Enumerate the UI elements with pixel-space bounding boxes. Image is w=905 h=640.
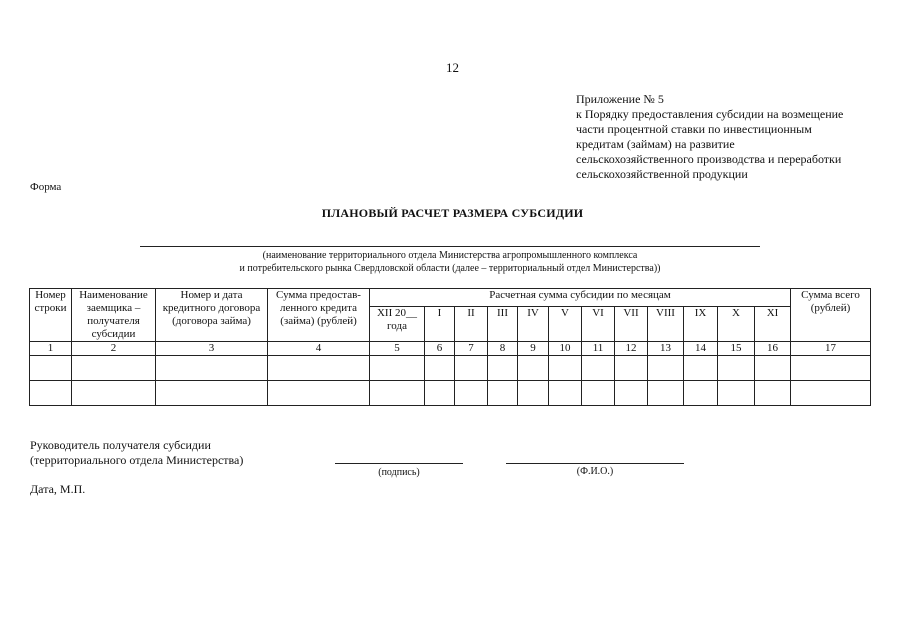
appendix-line: кредитам (займам) на развитие (576, 137, 735, 151)
signature-caption: (подпись) (378, 467, 420, 478)
table-cell[interactable] (684, 381, 718, 406)
header-month: I (425, 307, 455, 342)
header-borrower: Наименование заемщика – получателя субсидии (72, 289, 156, 342)
table-cell[interactable] (518, 356, 549, 381)
form-label: Форма (30, 181, 62, 193)
column-number: 9 (518, 342, 549, 356)
table-cell[interactable] (425, 381, 455, 406)
header-loan-sum: Сумма предостав-ленного кредита (займа) (рублей) (268, 289, 370, 342)
header-month: IV (518, 307, 549, 342)
column-number: 4 (268, 342, 370, 356)
table-cell[interactable] (684, 356, 718, 381)
table-cell[interactable] (156, 356, 268, 381)
column-number: 2 (72, 342, 156, 356)
header-total: Сумма всего (рублей) (791, 289, 871, 342)
table-row (30, 381, 871, 406)
table-cell[interactable] (615, 356, 648, 381)
column-number: 13 (648, 342, 684, 356)
table-cell[interactable] (549, 356, 582, 381)
header-monthly-group: Расчетная сумма субсидии по месяцам (370, 289, 791, 307)
table-cell[interactable] (791, 356, 871, 381)
table-cell[interactable] (718, 356, 755, 381)
caption-line: и потребительского рынка Свердловской области (далее – территориальный отдел Министерства)) (239, 263, 661, 274)
table-row (30, 356, 871, 381)
column-number-row (30, 342, 871, 356)
table-cell[interactable] (648, 381, 684, 406)
table-cell[interactable] (488, 356, 518, 381)
table-cell[interactable] (370, 381, 425, 406)
table-cell[interactable] (518, 381, 549, 406)
column-number: 10 (549, 342, 582, 356)
appendix-line: Приложение № 5 (576, 92, 664, 106)
appendix-line: части процентной ставки по инвестиционным (576, 122, 812, 136)
date-stamp-label: Дата, М.П. (30, 482, 86, 496)
column-number: 12 (615, 342, 648, 356)
appendix-reference (576, 92, 896, 182)
header-month: IX (684, 307, 718, 342)
signatory-label (30, 438, 243, 468)
appendix-line: к Порядку предоставления субсидии на возмещение (576, 107, 844, 121)
signature-line (335, 463, 463, 464)
header-row-number: Номер строки (30, 289, 72, 342)
table-cell[interactable] (582, 381, 615, 406)
appendix-line: сельскохозяйственной продукции (576, 167, 748, 181)
table-cell[interactable] (718, 381, 755, 406)
department-name-caption (140, 249, 760, 275)
header-month: VIII (648, 307, 684, 342)
table-cell[interactable] (755, 356, 791, 381)
column-number: 11 (582, 342, 615, 356)
table-cell[interactable] (425, 356, 455, 381)
header-month: III (488, 307, 518, 342)
header-month: II (455, 307, 488, 342)
table-cell[interactable] (755, 381, 791, 406)
column-number: 15 (718, 342, 755, 356)
table-cell[interactable] (455, 381, 488, 406)
table-cell[interactable] (455, 356, 488, 381)
table-cell[interactable] (582, 356, 615, 381)
column-number: 1 (30, 342, 72, 356)
table-cell[interactable] (648, 356, 684, 381)
signatory-line: Руководитель получателя субсидии (30, 438, 211, 452)
table-cell[interactable] (72, 356, 156, 381)
header-month: XII 20__ года (370, 307, 425, 342)
signatory-line: (территориального отдела Министерства) (30, 453, 244, 467)
header-month: VII (615, 307, 648, 342)
column-number: 6 (425, 342, 455, 356)
table-cell[interactable] (156, 381, 268, 406)
column-number: 8 (488, 342, 518, 356)
table-cell[interactable] (72, 381, 156, 406)
header-contract: Номер и дата кредитного договора (договора займа) (156, 289, 268, 342)
full-name-caption: (Ф.И.О.) (576, 466, 614, 477)
column-number: 17 (791, 342, 871, 356)
header-month: V (549, 307, 582, 342)
full-name-line (506, 463, 684, 464)
table-cell[interactable] (268, 381, 370, 406)
column-number: 7 (455, 342, 488, 356)
header-month: XI (755, 307, 791, 342)
table-cell[interactable] (791, 381, 871, 406)
column-number: 5 (370, 342, 425, 356)
appendix-line: сельскохозяйственного производства и переработки (576, 152, 842, 166)
table-cell[interactable] (615, 381, 648, 406)
table-cell[interactable] (488, 381, 518, 406)
page-number: 12 (446, 60, 459, 75)
column-number: 14 (684, 342, 718, 356)
header-month: X (718, 307, 755, 342)
header-month: VI (582, 307, 615, 342)
table-cell[interactable] (30, 356, 72, 381)
department-name-line (140, 246, 760, 247)
document-title: ПЛАНОВЫЙ РАСЧЕТ РАЗМЕРА СУБСИДИИ (321, 206, 584, 220)
caption-line: (наименование территориального отдела Министерства агропромышленного комплекса (262, 250, 638, 261)
table-cell[interactable] (549, 381, 582, 406)
column-number: 3 (156, 342, 268, 356)
column-number: 16 (755, 342, 791, 356)
table-cell[interactable] (370, 356, 425, 381)
table-cell[interactable] (268, 356, 370, 381)
subsidy-table (29, 288, 871, 406)
table-cell[interactable] (30, 381, 72, 406)
